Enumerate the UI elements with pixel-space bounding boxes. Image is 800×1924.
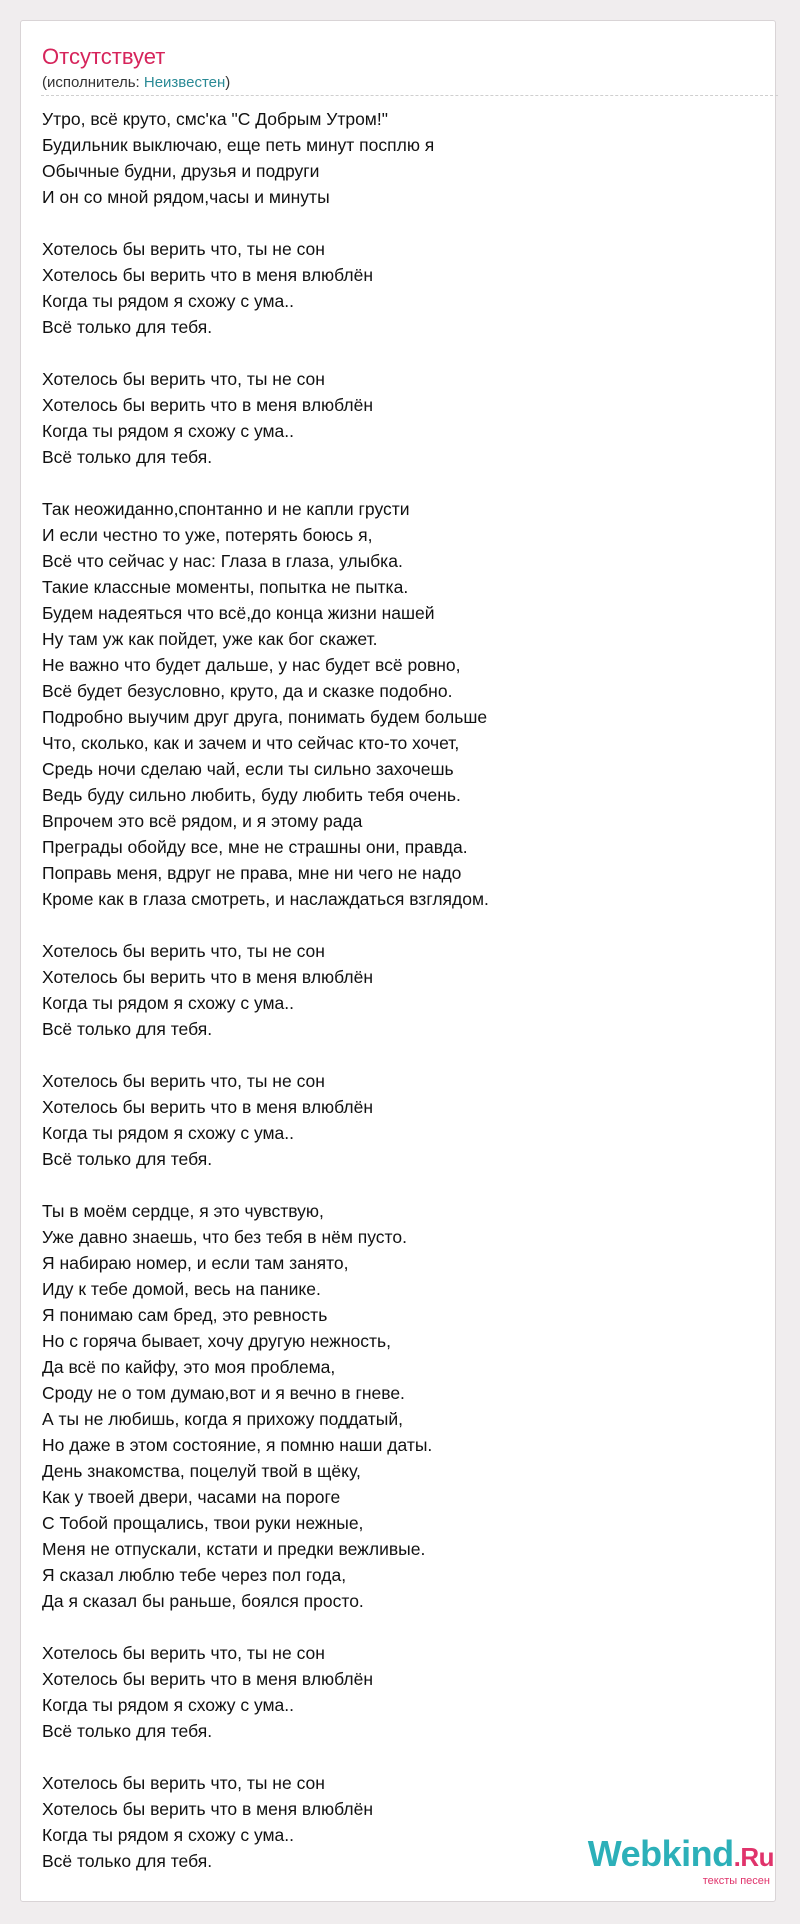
lyrics-line: Хотелось бы верить что, ты не сон xyxy=(42,1071,325,1091)
artist-link[interactable]: Неизвестен xyxy=(143,74,226,91)
lyrics-line: Когда ты рядом я схожу с ума.. xyxy=(42,1825,294,1845)
lyrics-line: Ведь буду сильно любить, буду любить тебя очень. xyxy=(42,785,461,805)
lyrics-line: Хотелось бы верить что, ты не сон xyxy=(42,941,325,961)
lyrics-line: Хотелось бы верить что в меня влюблён xyxy=(42,1799,373,1819)
lyrics-line: Хотелось бы верить что в меня влюблён xyxy=(42,395,373,415)
lyrics-stanza xyxy=(42,106,762,210)
lyrics-line: А ты не любишь, когда я прихожу поддатый, xyxy=(42,1409,404,1429)
logo-tld: .Ru xyxy=(733,1842,774,1872)
lyrics-card xyxy=(20,20,776,1902)
lyrics-line: Средь ночи сделаю чай, если ты сильно захочешь xyxy=(42,759,454,779)
logo-tagline: тексты песен xyxy=(702,1875,770,1887)
lyrics-line: Ну там уж как пойдет, уже как бог скажет. xyxy=(42,629,378,649)
lyrics-stanza xyxy=(42,496,762,912)
lyrics-line: Когда ты рядом я схожу с ума.. xyxy=(42,291,294,311)
lyrics-line: Хотелось бы верить что в меня влюблён xyxy=(42,1097,373,1117)
lyrics-line: Поправь меня, вдруг не права, мне ни чего не надо xyxy=(42,863,462,883)
lyrics-stanza xyxy=(42,1640,762,1744)
lyrics-line: Сроду не о том думаю,вот и я вечно в гневе. xyxy=(42,1383,405,1403)
lyrics-line: Как у твоей двери, часами на пороге xyxy=(42,1487,341,1507)
lyrics-line: Кроме как в глаза смотреть, и наслаждаться взглядом. xyxy=(42,889,489,909)
lyrics-line: Всё только для тебя. xyxy=(42,1149,213,1169)
lyrics-line: Не важно что будет дальше, у нас будет всё ровно, xyxy=(42,655,461,675)
lyrics-line: Когда ты рядом я схожу с ума.. xyxy=(42,1123,294,1143)
lyrics-line: Всё только для тебя. xyxy=(42,1721,213,1741)
lyrics-line: Всё только для тебя. xyxy=(42,1019,213,1039)
lyrics-stanza xyxy=(42,1198,762,1614)
lyrics-line: День знакомства, поцелуй твой в щёку, xyxy=(42,1461,361,1481)
lyrics-line: Я сказал люблю тебе через пол года, xyxy=(42,1565,347,1585)
lyrics-line: Да всё по кайфу, это моя проблема, xyxy=(42,1357,336,1377)
lyrics-line: Всё что сейчас у нас: Глаза в глаза, улыбка. xyxy=(42,551,403,571)
lyrics-line: И если честно то уже, потерять боюсь я, xyxy=(42,525,373,545)
lyrics-line: Впрочем это всё рядом, и я этому рада xyxy=(42,811,363,831)
lyrics-line: Всё только для тебя. xyxy=(42,1851,213,1871)
lyrics-stanza xyxy=(42,1068,762,1172)
lyrics-line: Всё только для тебя. xyxy=(42,317,213,337)
lyrics-line: Утро, всё круто, смс'ка "С Добрым Утром!" xyxy=(42,109,388,129)
lyrics-line: Ты в моём сердце, я это чувствую, xyxy=(42,1201,324,1221)
lyrics-line: Хотелось бы верить что в меня влюблён xyxy=(42,265,373,285)
lyrics-line: Когда ты рядом я схожу с ума.. xyxy=(42,993,294,1013)
lyrics-line: Хотелось бы верить что в меня влюблён xyxy=(42,967,373,987)
lyrics-line: Меня не отпускали, кстати и предки вежливые. xyxy=(42,1539,426,1559)
lyrics-line: Подробно выучим друг друга, понимать будем больше xyxy=(42,707,488,727)
title-divider xyxy=(41,95,778,96)
lyrics-line: Так неожиданно,спонтанно и не капли грусти xyxy=(42,499,410,519)
lyrics-line: Такие классные моменты, попытка не пытка. xyxy=(42,577,409,597)
lyrics-line: Уже давно знаешь, что без тебя в нём пусто. xyxy=(42,1227,407,1247)
artist-line xyxy=(42,73,230,93)
artist-prefix: (исполнитель: xyxy=(42,74,144,91)
lyrics-line: И он со мной рядом,часы и минуты xyxy=(42,187,330,207)
logo-word: Webkind xyxy=(587,1833,734,1874)
lyrics-stanza xyxy=(42,236,762,340)
lyrics-line: Когда ты рядом я схожу с ума.. xyxy=(42,1695,294,1715)
lyrics-line: Хотелось бы верить что, ты не сон xyxy=(42,1773,325,1793)
lyrics-line: Будем надеяться что всё,до конца жизни нашей xyxy=(42,603,435,623)
lyrics-line: Хотелось бы верить что в меня влюблён xyxy=(42,1669,373,1689)
lyrics-line: Но даже в этом состояние, я помню наши даты. xyxy=(42,1435,433,1455)
lyrics-stanza xyxy=(42,938,762,1042)
lyrics-text xyxy=(42,106,762,1900)
lyrics-line: Всё будет безусловно, круто, да и сказке подобно. xyxy=(42,681,453,701)
artist-suffix: ) xyxy=(225,74,231,91)
lyrics-stanza xyxy=(42,366,762,470)
lyrics-line: Что, сколько, как и зачем и что сейчас кто-то хочет, xyxy=(42,733,460,753)
lyrics-line: Преграды обойду все, мне не страшны они, правда. xyxy=(42,837,468,857)
lyrics-line: Хотелось бы верить что, ты не сон xyxy=(42,239,325,259)
lyrics-line: Хотелось бы верить что, ты не сон xyxy=(42,1643,325,1663)
logo-wordmark xyxy=(574,1833,774,1875)
lyrics-line: Всё только для тебя. xyxy=(42,447,213,467)
lyrics-line: Я понимаю сам бред, это ревность xyxy=(42,1305,328,1325)
song-title: Отсутствует xyxy=(42,44,166,69)
lyrics-line: С Тобой прощались, твои руки нежные, xyxy=(42,1513,364,1533)
lyrics-line: Я набираю номер, и если там занято, xyxy=(42,1253,349,1273)
lyrics-line: Да я сказал бы раньше, боялся просто. xyxy=(42,1591,364,1611)
lyrics-line: Но с горяча бывает, хочу другую нежность, xyxy=(42,1331,391,1351)
lyrics-line: Будильник выключаю, еще петь минут посплю я xyxy=(42,135,435,155)
lyrics-line: Иду к тебе домой, весь на панике. xyxy=(42,1279,321,1299)
lyrics-line: Обычные будни, друзья и подруги xyxy=(42,161,320,181)
lyrics-line: Когда ты рядом я схожу с ума.. xyxy=(42,421,294,441)
lyrics-line: Хотелось бы верить что, ты не сон xyxy=(42,369,325,389)
site-logo[interactable] xyxy=(574,1833,774,1887)
